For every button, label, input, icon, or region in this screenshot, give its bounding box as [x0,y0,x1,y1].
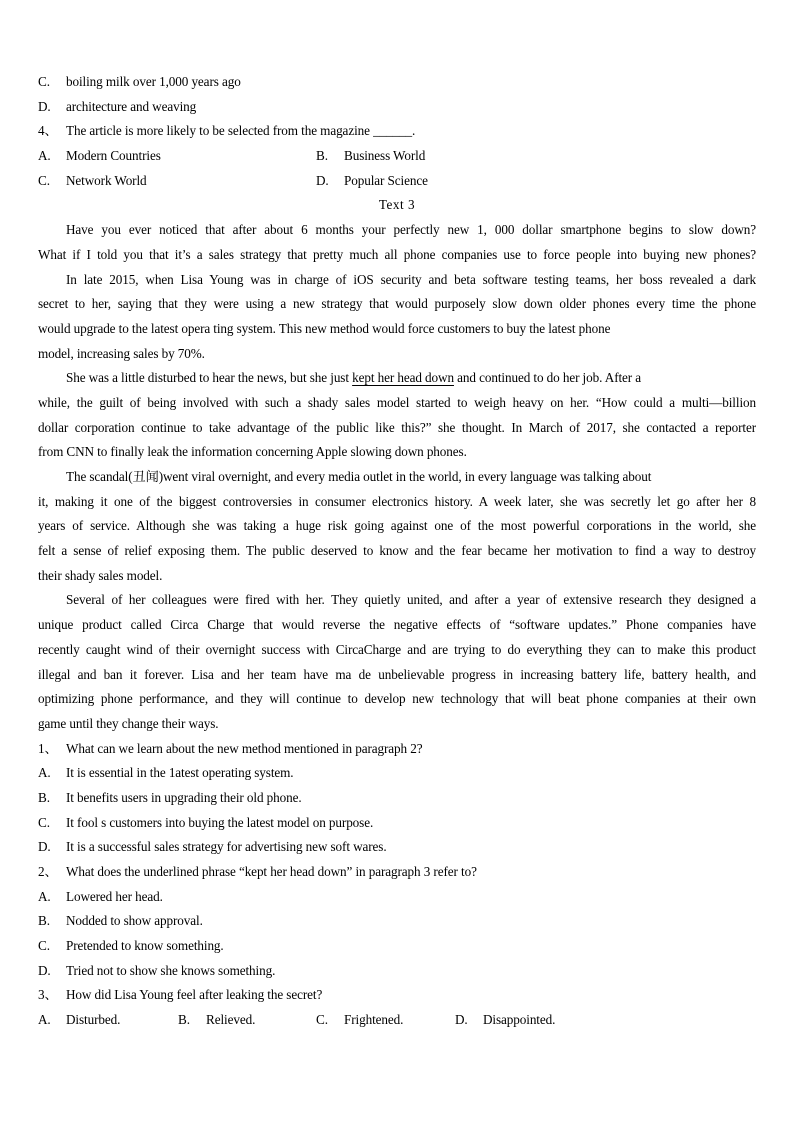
question-text: The article is more likely to be selected from the magazine ______. [66,123,416,139]
underlined-phrase: kept her head down [352,370,454,386]
question-3-line [38,983,756,1008]
option-text: It is essential in the 1atest operating system. [66,765,294,781]
option-a [38,1008,178,1033]
passage-p2-line-4: model, increasing sales by 70%. [38,345,205,361]
option-line-d [38,95,756,120]
option-text: boiling milk over 1,000 years ago [66,74,241,89]
option-label: A. [38,765,51,781]
passage-p5-line-1: Several of her colleagues were fired with her. They quietly united, and after a year of extensive research they designed a [66,592,756,608]
passage-p4-line-5: their shady sales model. [38,567,163,583]
option-label: D. [38,839,51,855]
option-text: Disappointed. [483,1012,556,1028]
option-text: Pretended to know something. [66,938,224,954]
passage-p5-line-2: unique product called Circa Charge that would reverse the negative effects of “software updates.” Phone companies have [38,617,756,633]
option-d [316,169,428,194]
passage-p2-line-1: In late 2015, when Lisa Young was in charge of iOS security and beta software testing teams, her boss revealed a dark [66,271,756,287]
option-c [38,169,316,194]
question-2-option-c [38,934,756,959]
option-text: It benefits users in upgrading their old phone. [66,789,302,805]
passage-p5-line-4: illegal and ban it forever. Lisa and her team have ma de unbelievable progress in increasing battery life, battery health, and [38,666,756,682]
option-label: D. [455,1012,468,1028]
question-number: 3、 [38,987,58,1003]
option-label: C. [38,814,50,830]
option-label: D. [38,962,51,978]
question-4-line [38,119,756,144]
question-number: 2、 [38,864,58,879]
option-label: C. [316,1012,328,1028]
question-1-option-b [38,786,756,811]
question-2-option-b [38,909,756,934]
passage-p5-line-5: optimizing phone performance, and they will continue to develop new technology that will beat phone companies at their own [38,691,756,707]
passage-p4-line-2: it, making it one of the biggest controversies in consumer electronics history. A week later, she was secretly let go after her 8 [38,493,756,509]
option-label: D. [316,172,329,188]
option-label: B. [38,789,50,805]
option-text: It fool s customers into buying the latest model on purpose. [66,814,374,830]
option-label: C. [38,74,50,89]
option-d [455,1008,555,1033]
question-text: What does the underlined phrase “kept her head down” in paragraph 3 refer to? [66,864,477,879]
option-label: B. [316,148,328,164]
passage-p2-line-3: would upgrade to the latest opera ting system. This new method would force customers to buy the latest phone [38,320,611,336]
option-text: Disturbed. [66,1012,121,1028]
question-number: 4、 [38,123,58,139]
passage-p1-line-1: Have you ever noticed that after about 6 months your perfectly new 1, 000 dollar smartphone begins to slow down? [66,222,756,238]
option-text: Tried not to show she knows something. [66,962,276,978]
question-number: 1、 [38,740,58,756]
option-text: Frightened. [344,1012,404,1028]
passage-p3-line-4: from CNN to finally leak the information concerning Apple slowing down phones. [38,444,467,460]
question-4-options-row-2 [38,169,756,194]
question-2-option-d [38,959,756,984]
option-text: It is a successful sales strategy for advertising new soft wares. [66,839,387,855]
option-label: A. [38,1012,51,1028]
question-text: What can we learn about the new method mentioned in paragraph 2? [66,740,423,756]
option-b [316,144,425,169]
option-label: A. [38,888,51,904]
option-label: D. [38,98,51,114]
option-label: A. [38,148,51,164]
question-2-option-a [38,885,756,910]
passage-p2-line-2: secret to her, saying that they were using a new strategy that would purposely slow down older phones every time the phone [38,296,756,312]
option-text: Relieved. [206,1012,256,1028]
option-label: C. [38,172,50,188]
question-1-option-a [38,761,756,786]
question-4-options-row-1 [38,144,756,169]
option-text: Nodded to show approval. [66,913,203,929]
passage-p4-line-4: felt a sense of relief exposing them. The public deserved to know and the fear became her motivation to find a way to destroy [38,543,756,559]
option-label: C. [38,938,50,954]
option-line-c [38,70,756,95]
passage-p4-line-1: The scandal(丑闻)went viral overnight, and every media outlet in the world, in every language was talking about [66,469,652,484]
section-heading: Text 3 [378,197,416,213]
question-3-options-row [38,1008,756,1033]
question-1-option-d [38,835,756,860]
option-c [316,1008,455,1033]
option-text: Network World [66,172,147,188]
option-text: architecture and weaving [66,98,197,114]
option-label: B. [38,913,50,929]
option-label: B. [178,1012,190,1028]
option-a [38,144,316,169]
passage-p1-line-2: What if I told you that it’s a sales strategy that pretty much all phone companies use to force people into buying new phones? [38,246,756,262]
passage-p5-line-3: recently caught wind of their overnight success with CircaCharge and are trying to do everything they can to make this product [38,641,756,657]
option-text: Business World [344,148,426,164]
question-1-line [38,737,756,762]
option-text: Popular Science [344,172,428,188]
passage-p3-line-1 [38,366,756,391]
p3-line1-post: and continued to do her job. After a [453,370,642,386]
option-text: Modern Countries [66,148,161,164]
passage-p3-line-3: dollar corporation continue to take advantage of the public like this?” she thought. In March of 2017, she contacted a reporter [38,419,756,435]
passage-p4-line-3: years of service. Although she was taking a huge risk going against one of the most powerful corporations in the world, she [38,518,756,534]
option-text: Lowered her head. [66,888,163,904]
passage-p3-line-2: while, the guilt of being involved with such a shady sales model started to weigh heavy on her. “How could a multi—billion [38,394,756,410]
question-text: How did Lisa Young feel after leaking the secret? [66,987,323,1003]
question-2-line [38,860,756,885]
passage-p5-line-6: game until they change their ways. [38,715,219,731]
p3-line1-pre: She was a little disturbed to hear the news, but she just [66,370,353,386]
question-1-option-c [38,811,756,836]
option-b [178,1008,316,1033]
